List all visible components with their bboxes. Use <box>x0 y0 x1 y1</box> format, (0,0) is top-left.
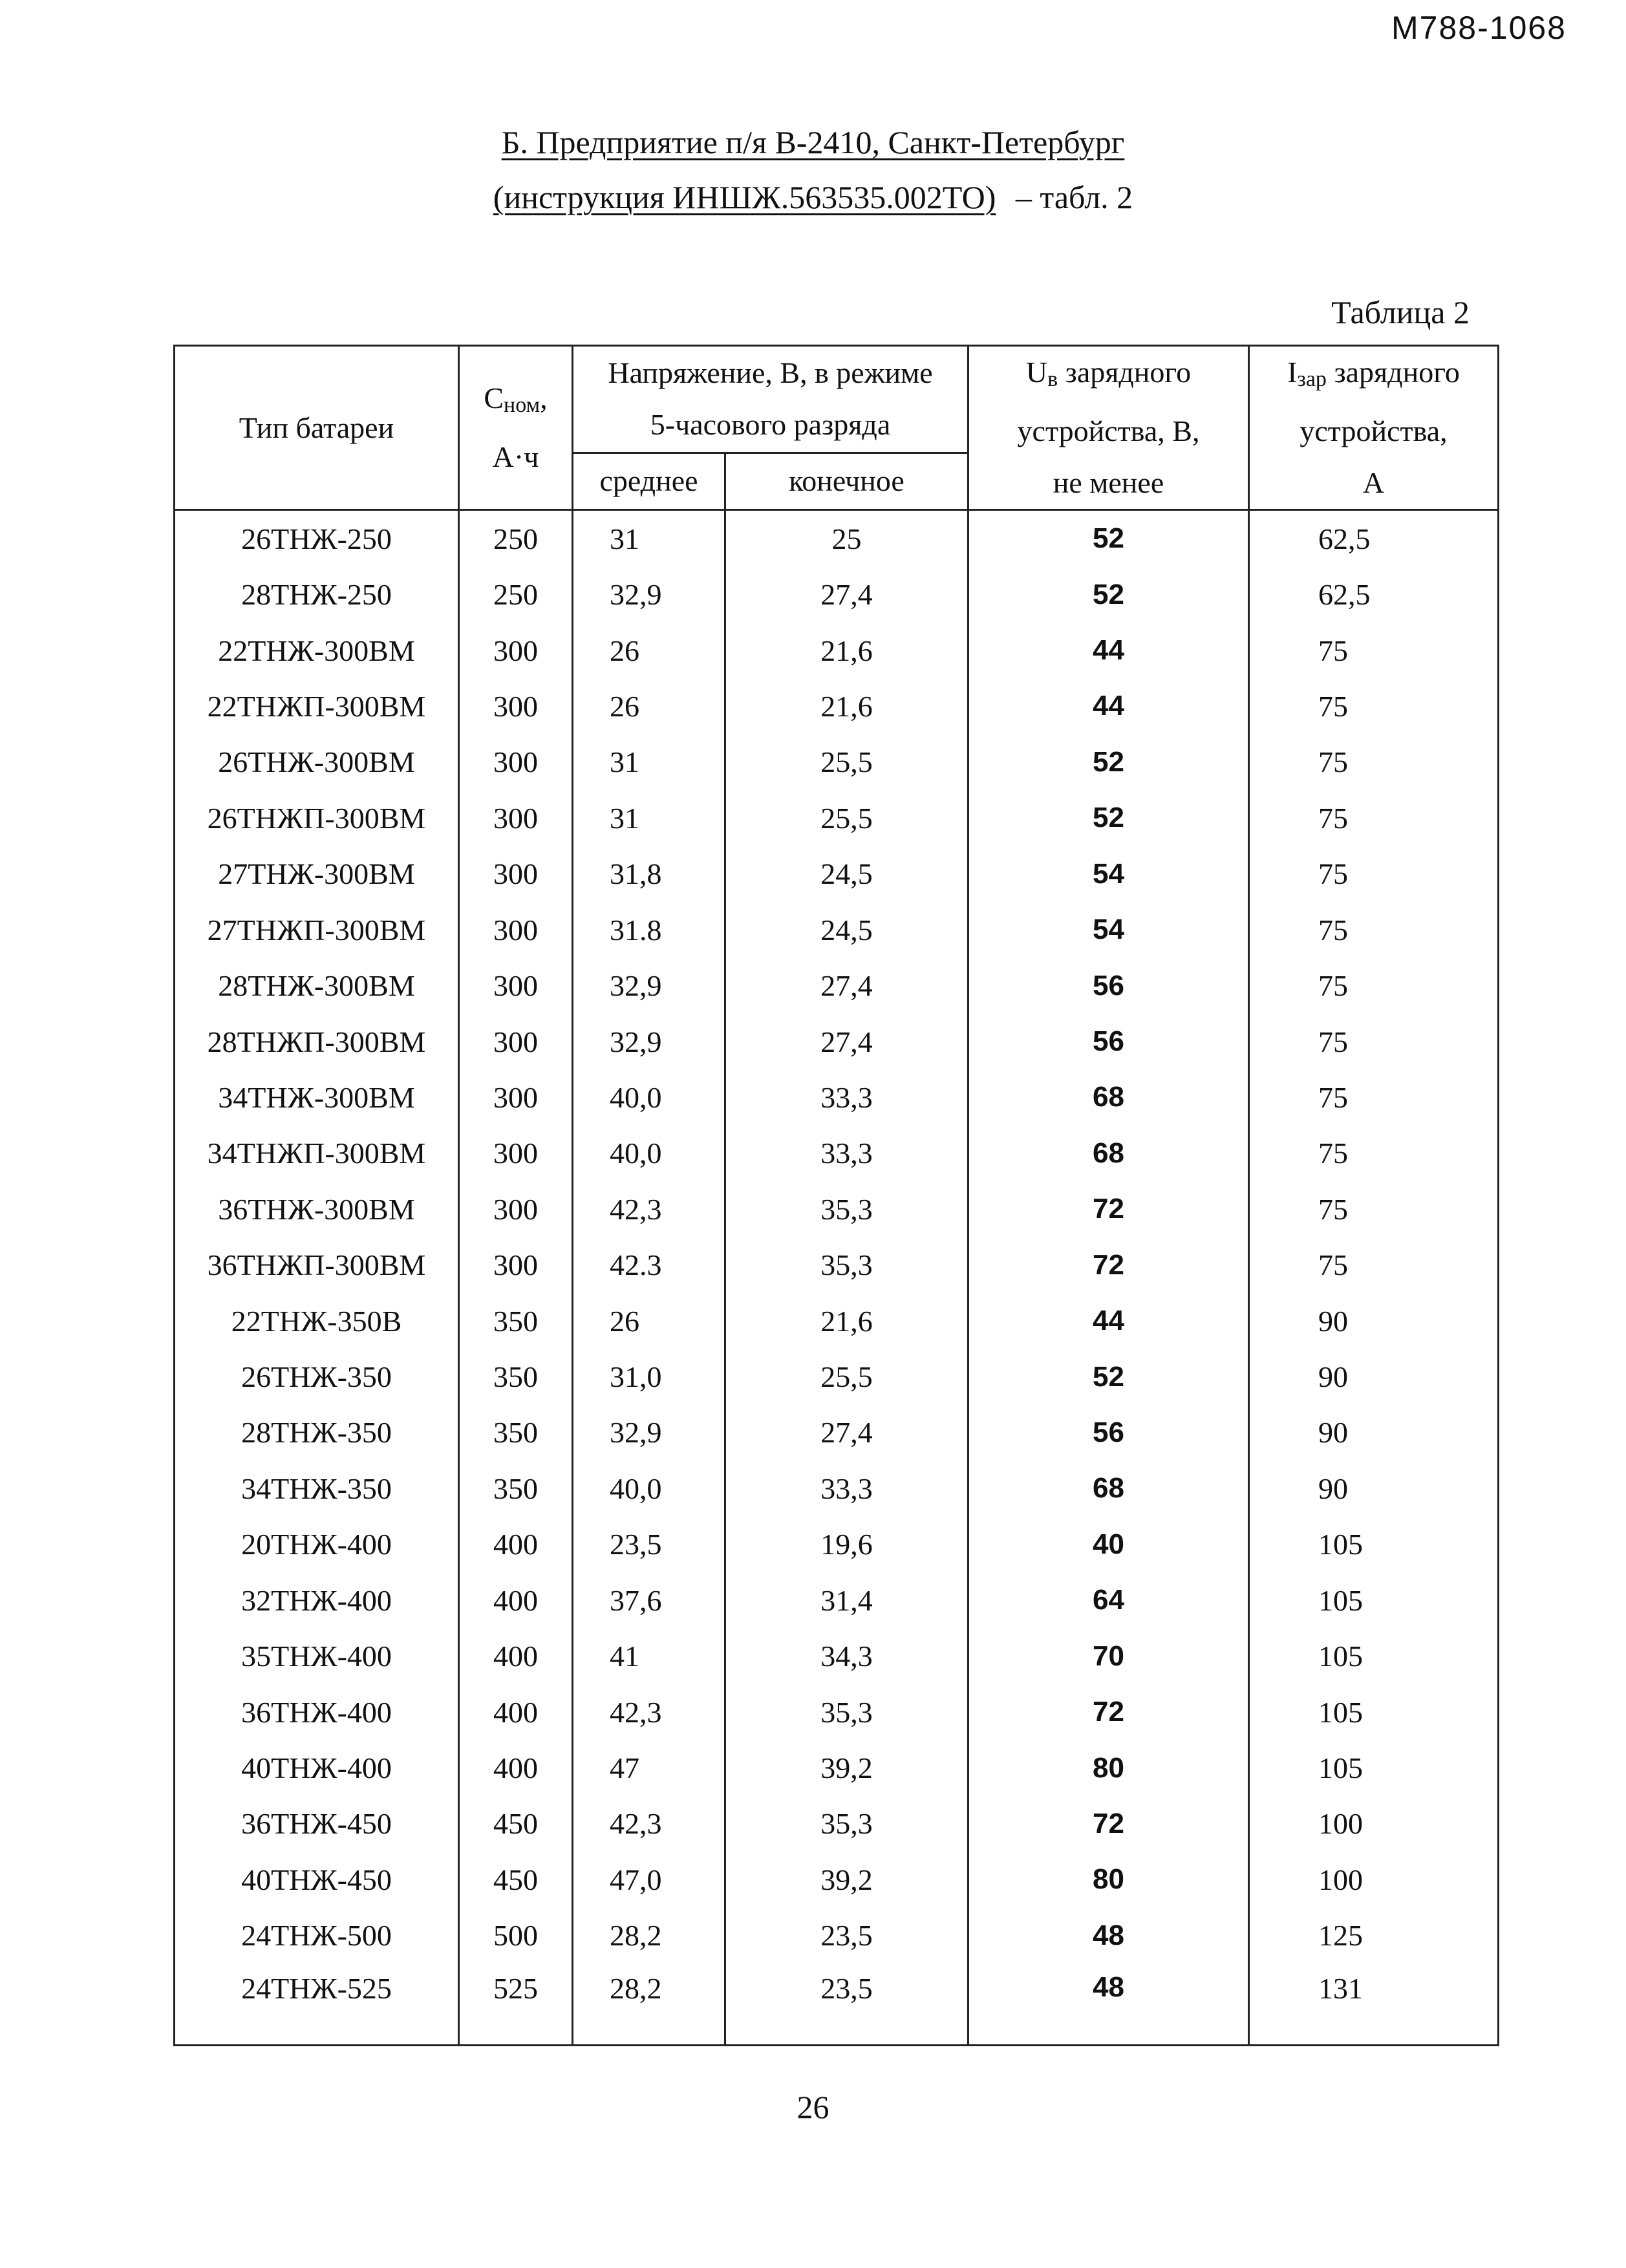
cell-voltage-final: 25 <box>725 510 968 567</box>
cell-charger-current: 62,5 <box>1249 510 1499 567</box>
cell-charger-voltage: 48 <box>968 1963 1249 2046</box>
table-row <box>175 1628 1499 1684</box>
cell-voltage-final: 39,2 <box>725 1852 968 1907</box>
cell-voltage-final: 35,3 <box>725 1237 968 1293</box>
cell-charger-current: 75 <box>1249 902 1499 957</box>
cell-capacity: 300 <box>459 1069 573 1125</box>
cell-charger-voltage: 44 <box>968 623 1249 678</box>
cell-charger-voltage: 72 <box>968 1684 1249 1740</box>
cell-capacity: 500 <box>459 1908 573 1963</box>
cell-battery-type: 26ТНЖ-250 <box>175 510 459 567</box>
header-capacity <box>459 346 573 510</box>
cell-capacity: 300 <box>459 957 573 1013</box>
cell-capacity: 300 <box>459 1126 573 1181</box>
cell-battery-type: 40ТНЖ-400 <box>175 1740 459 1795</box>
cell-voltage-final: 24,5 <box>725 846 968 902</box>
cell-charger-current: 90 <box>1249 1460 1499 1516</box>
cell-capacity: 300 <box>459 1237 573 1293</box>
cell-battery-type: 22ТНЖ-300ВМ <box>175 623 459 678</box>
header-battery-type <box>175 346 459 510</box>
cell-voltage-average: 40,0 <box>573 1460 725 1516</box>
cell-charger-voltage: 52 <box>968 510 1249 567</box>
cell-voltage-final: 33,3 <box>725 1069 968 1125</box>
cell-capacity: 300 <box>459 1181 573 1237</box>
header-charger-current-line3: А <box>1362 466 1385 499</box>
cell-charger-current: 105 <box>1249 1740 1499 1795</box>
table-row <box>175 790 1499 846</box>
table-row <box>175 1405 1499 1460</box>
cell-voltage-average: 32,9 <box>573 1014 725 1069</box>
cell-voltage-average: 47 <box>573 1740 725 1795</box>
cell-battery-type: 26ТНЖ-300ВМ <box>175 734 459 790</box>
table-row <box>175 1908 1499 1963</box>
cell-battery-type: 34ТНЖП-300ВМ <box>175 1126 459 1181</box>
battery-table <box>173 345 1499 2046</box>
cell-voltage-final: 35,3 <box>725 1796 968 1852</box>
header-charger-voltage-line2: устройства, В, <box>1017 414 1200 447</box>
cell-charger-current: 105 <box>1249 1684 1499 1740</box>
cell-voltage-final: 25,5 <box>725 790 968 846</box>
cell-voltage-final: 33,3 <box>725 1460 968 1516</box>
table-row <box>175 1852 1499 1907</box>
header-charger-current <box>1249 346 1499 510</box>
cell-battery-type: 28ТНЖ-350 <box>175 1405 459 1460</box>
cell-voltage-average: 31,0 <box>573 1349 725 1404</box>
cell-voltage-average: 42,3 <box>573 1796 725 1852</box>
cell-voltage-final: 27,4 <box>725 1405 968 1460</box>
cell-battery-type: 27ТНЖ-300ВМ <box>175 846 459 902</box>
cell-charger-current: 105 <box>1249 1572 1499 1628</box>
header-voltage <box>573 346 968 453</box>
cell-capacity: 250 <box>459 510 573 567</box>
cell-voltage-average: 40,0 <box>573 1069 725 1125</box>
cell-voltage-final: 27,4 <box>725 566 968 622</box>
cell-capacity: 450 <box>459 1852 573 1907</box>
cell-charger-current: 90 <box>1249 1293 1499 1349</box>
cell-voltage-average: 28,2 <box>573 1963 725 2046</box>
cell-voltage-average: 40,0 <box>573 1126 725 1181</box>
cell-charger-current: 75 <box>1249 957 1499 1013</box>
cell-voltage-final: 19,6 <box>725 1517 968 1572</box>
cell-charger-voltage: 52 <box>968 566 1249 622</box>
cell-charger-voltage: 44 <box>968 678 1249 734</box>
cell-voltage-average: 31,8 <box>573 846 725 902</box>
heading-enterprise: Б. Предприятие п/я В-2410, Санкт-Петербург <box>501 124 1125 160</box>
cell-charger-voltage: 72 <box>968 1796 1249 1852</box>
cell-battery-type: 28ТНЖ-250 <box>175 566 459 622</box>
cell-charger-current: 75 <box>1249 678 1499 734</box>
cell-voltage-average: 31 <box>573 790 725 846</box>
header-voltage-line1: Напряжение, В, в режиме <box>608 356 933 390</box>
cell-voltage-final: 35,3 <box>725 1684 968 1740</box>
cell-voltage-final: 21,6 <box>725 623 968 678</box>
table-row <box>175 1460 1499 1516</box>
cell-battery-type: 35ТНЖ-400 <box>175 1628 459 1684</box>
cell-capacity: 350 <box>459 1293 573 1349</box>
cell-capacity: 250 <box>459 566 573 622</box>
table-row <box>175 1572 1499 1628</box>
cell-voltage-final: 25,5 <box>725 1349 968 1404</box>
header-voltage-average: среднее <box>573 453 725 509</box>
table-label: Таблица 2 <box>1331 294 1470 330</box>
cell-voltage-final: 23,5 <box>725 1963 968 2046</box>
cell-battery-type: 27ТНЖП-300ВМ <box>175 902 459 957</box>
cell-charger-voltage: 54 <box>968 902 1249 957</box>
cell-charger-current: 100 <box>1249 1852 1499 1907</box>
table-body <box>175 510 1499 2046</box>
header-voltage-line2: 5-часового разряда <box>650 408 891 442</box>
cell-charger-current: 75 <box>1249 623 1499 678</box>
cell-charger-current: 75 <box>1249 1069 1499 1125</box>
cell-voltage-final: 39,2 <box>725 1740 968 1795</box>
cell-charger-voltage: 56 <box>968 1014 1249 1069</box>
cell-battery-type: 22ТНЖ-350В <box>175 1293 459 1349</box>
cell-charger-voltage: 80 <box>968 1740 1249 1795</box>
cell-charger-voltage: 40 <box>968 1517 1249 1572</box>
cell-charger-current: 75 <box>1249 790 1499 846</box>
header-capacity-symbol: Сном, <box>484 381 548 417</box>
cell-charger-voltage: 72 <box>968 1237 1249 1293</box>
cell-voltage-average: 26 <box>573 623 725 678</box>
cell-capacity: 300 <box>459 790 573 846</box>
cell-capacity: 300 <box>459 902 573 957</box>
cell-voltage-average: 47,0 <box>573 1852 725 1907</box>
cell-charger-voltage: 56 <box>968 1405 1249 1460</box>
cell-charger-voltage: 52 <box>968 1349 1249 1404</box>
table-row <box>175 1963 1499 2046</box>
cell-capacity: 300 <box>459 846 573 902</box>
cell-battery-type: 24ТНЖ-500 <box>175 1908 459 1963</box>
cell-charger-voltage: 68 <box>968 1126 1249 1181</box>
cell-battery-type: 28ТНЖ-300ВМ <box>175 957 459 1013</box>
cell-capacity: 350 <box>459 1349 573 1404</box>
cell-battery-type: 24ТНЖ-525 <box>175 1963 459 2046</box>
cell-capacity: 400 <box>459 1517 573 1572</box>
table-row <box>175 902 1499 957</box>
cell-voltage-average: 31 <box>573 734 725 790</box>
cell-voltage-average: 31.8 <box>573 902 725 957</box>
heading-table-ref: – табл. 2 <box>1015 179 1133 215</box>
cell-charger-current: 75 <box>1249 734 1499 790</box>
cell-capacity: 400 <box>459 1628 573 1684</box>
cell-battery-type: 32ТНЖ-400 <box>175 1572 459 1628</box>
cell-voltage-final: 33,3 <box>725 1126 968 1181</box>
cell-charger-current: 105 <box>1249 1628 1499 1684</box>
cell-voltage-final: 21,6 <box>725 678 968 734</box>
heading-instruction: (инструкция ИНШЖ.563535.002ТО) <box>493 179 996 215</box>
cell-charger-current: 75 <box>1249 846 1499 902</box>
cell-voltage-final: 21,6 <box>725 1293 968 1349</box>
cell-voltage-average: 26 <box>573 1293 725 1349</box>
header-voltage-final: конечное <box>725 453 968 509</box>
cell-voltage-average: 26 <box>573 678 725 734</box>
cell-capacity: 350 <box>459 1405 573 1460</box>
cell-capacity: 525 <box>459 1963 573 2046</box>
table-row <box>175 1014 1499 1069</box>
cell-voltage-final: 27,4 <box>725 957 968 1013</box>
table-row <box>175 734 1499 790</box>
cell-capacity: 300 <box>459 623 573 678</box>
cell-battery-type: 40ТНЖ-450 <box>175 1852 459 1907</box>
cell-battery-type: 34ТНЖ-300ВМ <box>175 1069 459 1125</box>
cell-charger-voltage: 48 <box>968 1908 1249 1963</box>
table-row <box>175 1740 1499 1795</box>
cell-charger-current: 75 <box>1249 1181 1499 1237</box>
header-charger-voltage-line1: Uв зарядного <box>1025 356 1192 391</box>
cell-capacity: 350 <box>459 1460 573 1516</box>
cell-voltage-average: 37,6 <box>573 1572 725 1628</box>
cell-voltage-final: 35,3 <box>725 1181 968 1237</box>
cell-voltage-average: 42,3 <box>573 1181 725 1237</box>
table-row <box>175 1181 1499 1237</box>
cell-battery-type: 22ТНЖП-300ВМ <box>175 678 459 734</box>
heading-line-1 <box>0 123 1626 162</box>
header-charger-current-line2: устройства, <box>1300 414 1448 447</box>
cell-battery-type: 36ТНЖ-300ВМ <box>175 1181 459 1237</box>
table-row <box>175 1069 1499 1125</box>
cell-charger-voltage: 80 <box>968 1852 1249 1907</box>
table-row <box>175 1126 1499 1181</box>
cell-voltage-final: 31,4 <box>725 1572 968 1628</box>
cell-capacity: 400 <box>459 1740 573 1795</box>
header-battery-type-label: Тип батареи <box>239 411 394 444</box>
cell-battery-type: 26ТНЖ-350 <box>175 1349 459 1404</box>
cell-charger-voltage: 68 <box>968 1460 1249 1516</box>
cell-capacity: 450 <box>459 1796 573 1852</box>
cell-charger-current: 100 <box>1249 1796 1499 1852</box>
cell-voltage-average: 41 <box>573 1628 725 1684</box>
table-row <box>175 957 1499 1013</box>
cell-charger-current: 90 <box>1249 1349 1499 1404</box>
cell-voltage-average: 42.3 <box>573 1237 725 1293</box>
cell-charger-voltage: 68 <box>968 1069 1249 1125</box>
cell-charger-voltage: 72 <box>968 1181 1249 1237</box>
cell-battery-type: 20ТНЖ-400 <box>175 1517 459 1572</box>
cell-battery-type: 28ТНЖП-300ВМ <box>175 1014 459 1069</box>
table-row <box>175 678 1499 734</box>
table-row <box>175 1349 1499 1404</box>
table-header <box>175 346 1499 510</box>
table-row <box>175 1796 1499 1852</box>
cell-capacity: 400 <box>459 1572 573 1628</box>
table-row <box>175 623 1499 678</box>
heading-line-2 <box>0 178 1626 217</box>
cell-battery-type: 36ТНЖ-400 <box>175 1684 459 1740</box>
cell-charger-current: 62,5 <box>1249 566 1499 622</box>
header-charger-voltage-line3: не менее <box>1053 466 1164 499</box>
document-code: М788-1068 <box>1391 10 1567 46</box>
cell-charger-voltage: 52 <box>968 734 1249 790</box>
cell-charger-current: 75 <box>1249 1014 1499 1069</box>
cell-voltage-average: 23,5 <box>573 1517 725 1572</box>
cell-charger-current: 131 <box>1249 1963 1499 2046</box>
cell-voltage-average: 31 <box>573 510 725 567</box>
table-row <box>175 510 1499 567</box>
cell-capacity: 300 <box>459 1014 573 1069</box>
table-row <box>175 1517 1499 1572</box>
cell-capacity: 300 <box>459 734 573 790</box>
cell-voltage-final: 34,3 <box>725 1628 968 1684</box>
cell-capacity: 400 <box>459 1684 573 1740</box>
cell-charger-current: 125 <box>1249 1908 1499 1963</box>
table-row <box>175 1237 1499 1293</box>
table-row <box>175 1293 1499 1349</box>
cell-voltage-average: 42,3 <box>573 1684 725 1740</box>
cell-charger-current: 75 <box>1249 1126 1499 1181</box>
header-charger-voltage <box>968 346 1249 510</box>
cell-voltage-average: 32,9 <box>573 957 725 1013</box>
cell-battery-type: 26ТНЖП-300ВМ <box>175 790 459 846</box>
cell-voltage-final: 24,5 <box>725 902 968 957</box>
cell-charger-voltage: 64 <box>968 1572 1249 1628</box>
table-row <box>175 846 1499 902</box>
cell-voltage-final: 27,4 <box>725 1014 968 1069</box>
page-number: 26 <box>797 2089 829 2125</box>
cell-charger-current: 105 <box>1249 1517 1499 1572</box>
cell-charger-voltage: 56 <box>968 957 1249 1013</box>
cell-charger-voltage: 44 <box>968 1293 1249 1349</box>
cell-battery-type: 36ТНЖ-450 <box>175 1796 459 1852</box>
table-row <box>175 566 1499 622</box>
cell-charger-current: 75 <box>1249 1237 1499 1293</box>
cell-capacity: 300 <box>459 678 573 734</box>
cell-battery-type: 36ТНЖП-300ВМ <box>175 1237 459 1293</box>
cell-charger-voltage: 70 <box>968 1628 1249 1684</box>
cell-voltage-final: 23,5 <box>725 1908 968 1963</box>
cell-voltage-average: 32,9 <box>573 1405 725 1460</box>
cell-charger-voltage: 52 <box>968 790 1249 846</box>
header-capacity-unit: А·ч <box>492 440 539 473</box>
cell-charger-voltage: 54 <box>968 846 1249 902</box>
cell-charger-current: 90 <box>1249 1405 1499 1460</box>
cell-voltage-final: 25,5 <box>725 734 968 790</box>
cell-battery-type: 34ТНЖ-350 <box>175 1460 459 1516</box>
cell-voltage-average: 28,2 <box>573 1908 725 1963</box>
table-row <box>175 1684 1499 1740</box>
header-charger-current-line1: Iзар зарядного <box>1287 356 1460 391</box>
cell-voltage-average: 32,9 <box>573 566 725 622</box>
